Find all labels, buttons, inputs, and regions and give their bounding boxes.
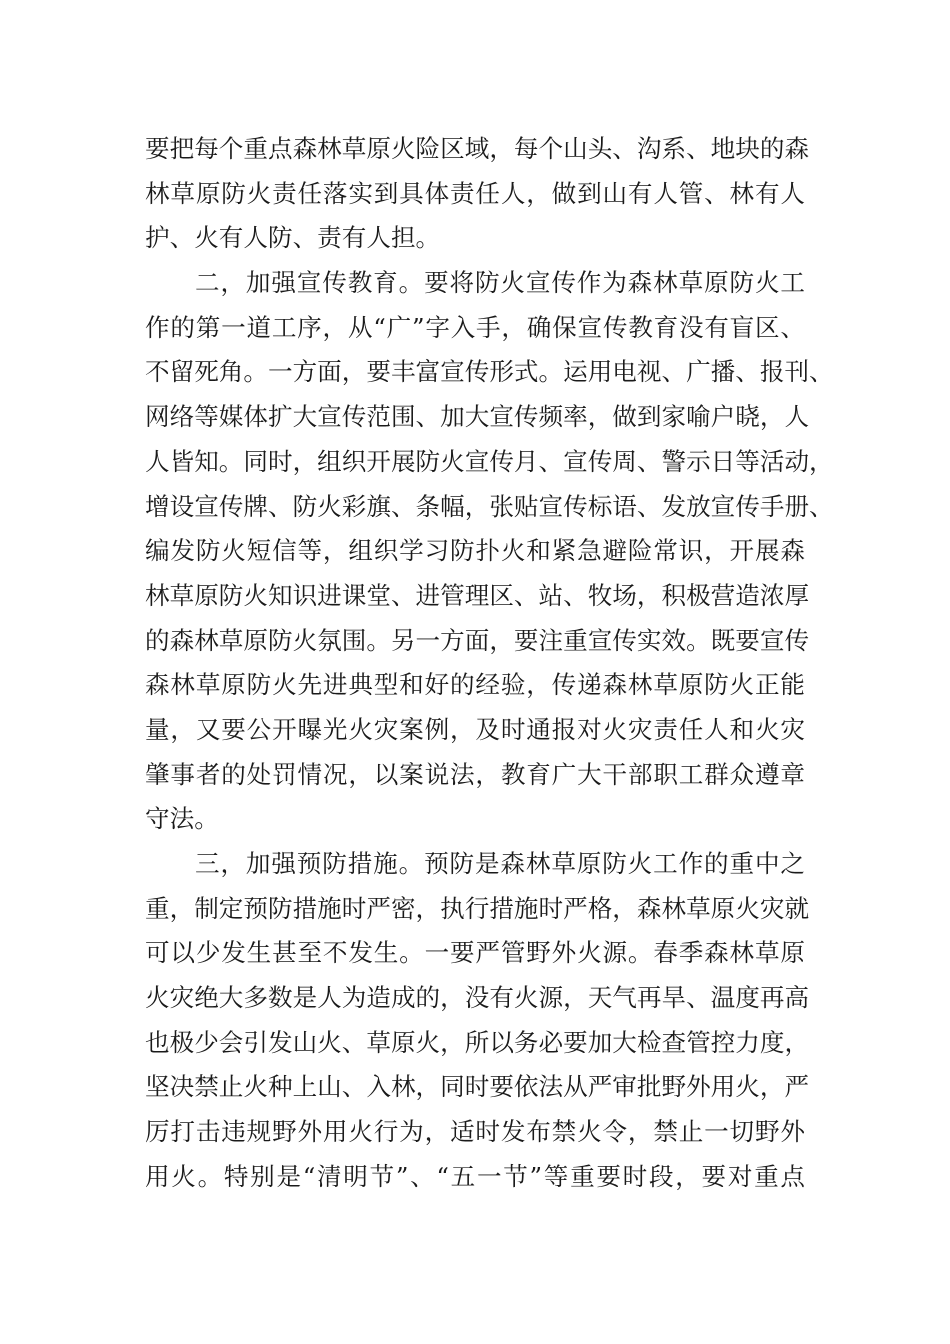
text-line: 的森林草原防火氛围。另一方面，要注重宣传实效。既要宣传: [145, 625, 810, 655]
text-line: 增设宣传牌、防火彩旗、条幅，张贴宣传标语、发放宣传手册、: [145, 491, 834, 521]
text-line: 也极少会引发山火、草原火，所以务必要加大检查管控力度，: [145, 1027, 810, 1057]
text-line: 可以少发生甚至不发生。一要严管野外火源。春季森林草原: [145, 938, 805, 968]
document-page: [145, 127, 834, 1200]
text-line: 坚决禁止火种上山、入林，同时要依法从严审批野外用火，严: [145, 1072, 810, 1102]
text-line: 厉打击违规野外用火行为，适时发布禁火令，禁止一切野外: [145, 1117, 805, 1147]
text-line: 火灾绝大多数是人为造成的，没有火源，天气再旱、温度再高: [145, 983, 810, 1013]
text-line: 用火。特别是“清明节”、“五一节”等重要时段，要对重点: [145, 1161, 805, 1191]
text-line: 林草原防火知识进课堂、进管理区、站、牧场，积极营造浓厚: [145, 580, 810, 610]
text-line: 重，制定预防措施时严密，执行措施时严格，森林草原火灾就: [145, 893, 810, 923]
text-line: 护、火有人防、责有人担。: [145, 223, 441, 253]
section-heading-line: 二，加强宣传教育。要将防火宣传作为森林草原防火工: [195, 268, 805, 298]
text-line: 林草原防火责任落实到具体责任人，做到山有人管、林有人: [145, 178, 805, 208]
text-line: 作的第一道工序，从“广”字入手，确保宣传教育没有盲区、: [145, 312, 805, 342]
text-line: 要把每个重点森林草原火险区域，每个山头、沟系、地块的森: [145, 134, 810, 163]
text-line: 量，又要公开曝光火灾案例，及时通报对火灾责任人和火灾: [145, 714, 805, 744]
text-line: 不留死角。一方面，要丰富宣传形式。运用电视、广播、报刊、: [145, 357, 834, 387]
text-line: 编发防火短信等，组织学习防扑火和紧急避险常识，开展森: [145, 536, 805, 566]
text-line: 人皆知。同时，组织开展防火宣传月、宣传周、警示日等活动，: [145, 446, 834, 476]
section-heading-line: 三，加强预防措施。预防是森林草原防火工作的重中之: [195, 849, 805, 878]
text-line: 守法。: [145, 804, 219, 834]
text-line: 森林草原防火先进典型和好的经验，传递森林草原防火正能: [145, 670, 805, 700]
text-line: 肇事者的处罚情况，以案说法，教育广大干部职工群众遵章: [145, 759, 805, 789]
text-line: 网络等媒体扩大宣传范围、加大宣传频率，做到家喻户晓，人: [145, 402, 810, 432]
